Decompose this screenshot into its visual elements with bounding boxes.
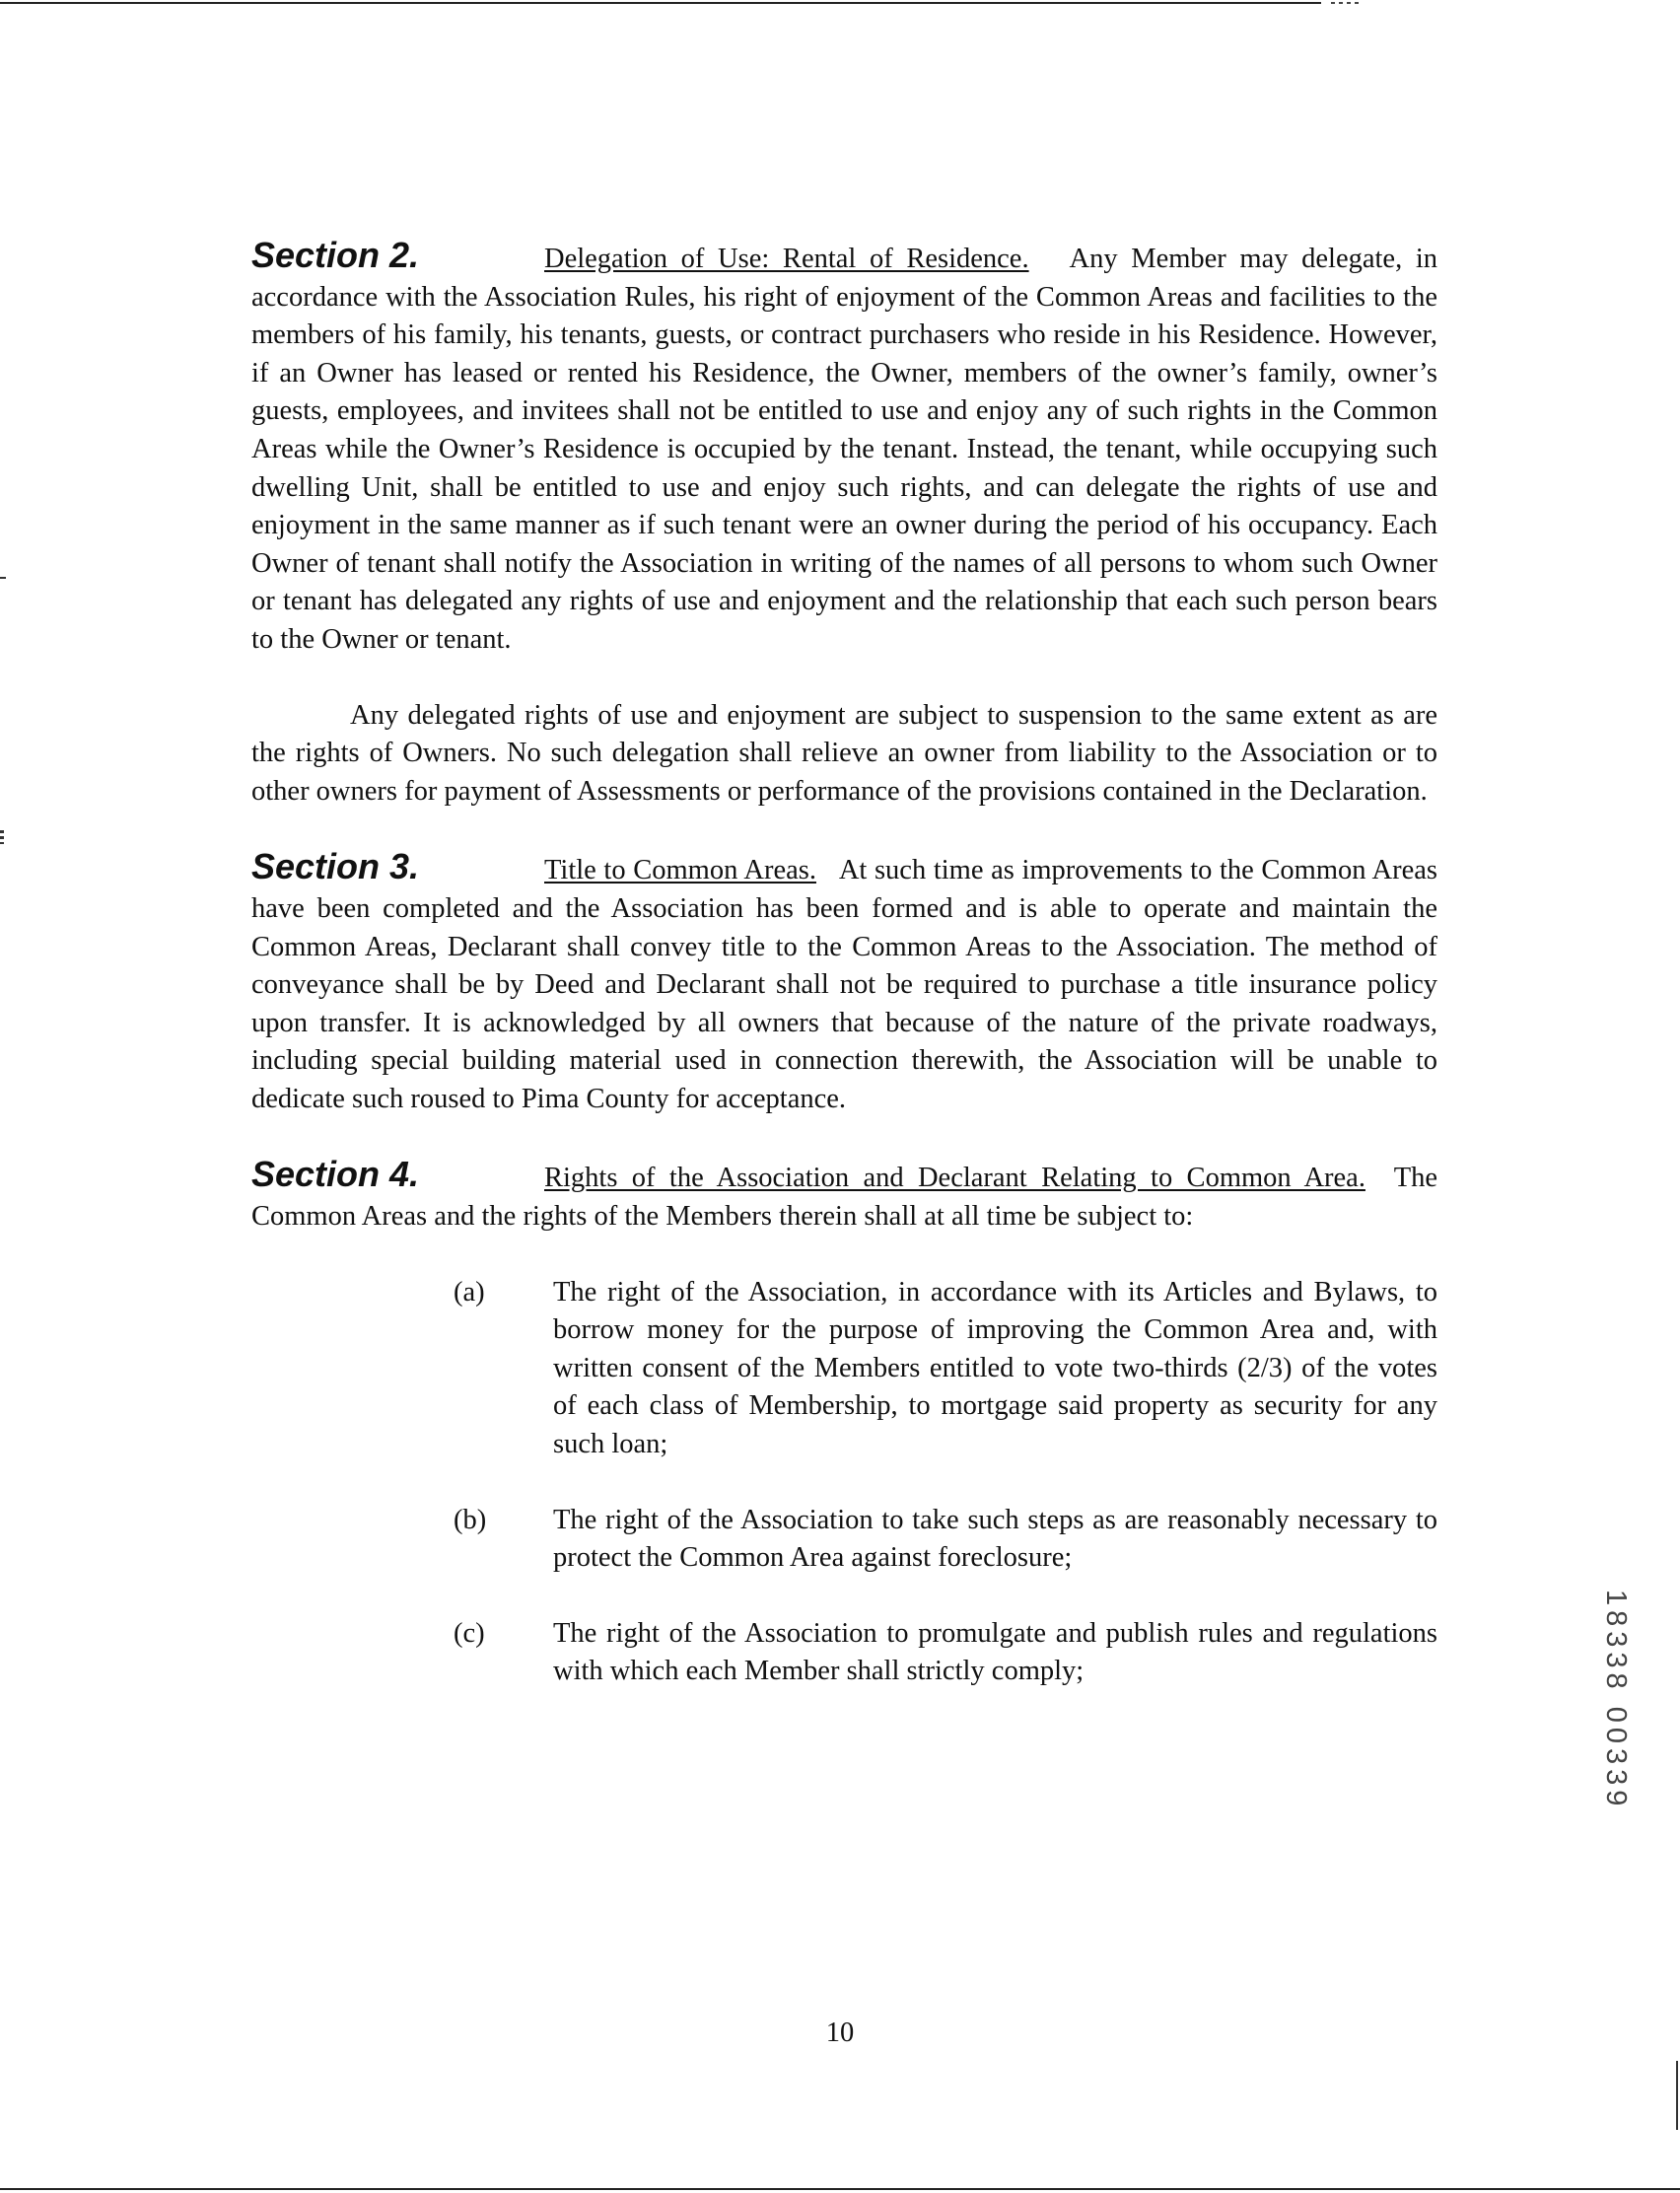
list-item-text: The right of the Association to take such steps as are reasonably necessary to protect the Common Area against foreclosure;: [553, 1504, 1437, 1574]
section-4-heading: Section 4.: [251, 1154, 420, 1195]
section-2-body: Any Member may delegate, in accordance with the Association Rules, his right of enjoyment of the Common Areas and facilities to the members of his family, his tenants, guests, or contract purchasers who reside in his Residence. However, if an Owner has leased or rented his Residence, the Owner, members of the owner’s family, owner’s guests, employees, and invitees shall not be entitled to use and enjoy any of such rights in the Common Areas while the Owner’s Residence is occupied by the tenant. Instead, the tenant, while occupying such dwelling Unit, shall be entitled to use and enjoy such rights, and can delegate the rights of use and enjoyment in the same manner as if such tenant were an owner during the period of his occupancy. Each Owner of tenant shall notify the Association in writing of the names of all persons to whom such Owner or tenant has delegated any rights of use and enjoyment and the relationship that each such person bears to the Owner or tenant.: [251, 244, 1437, 655]
scan-mark-left-dots: [0, 830, 4, 844]
section-3-paragraph: [251, 848, 1437, 1118]
section-3-heading: Section 3.: [251, 846, 420, 887]
section-3-title: Title to Common Areas.: [544, 855, 816, 886]
list-item-label: (b): [454, 1504, 487, 1535]
section-2-title: Delegation of Use: Rental of Residence.: [544, 244, 1029, 274]
section-2-continued-paragraph: [251, 697, 1437, 812]
section-4-list: [251, 1274, 1437, 1691]
list-item: [251, 1615, 1437, 1691]
scan-edge-right: [1676, 2061, 1678, 2130]
section-4-body: The Common Areas and the rights of the Members therein shall at all time be subject to:: [251, 1163, 1437, 1233]
list-item: [251, 1274, 1437, 1464]
list-item-label: (a): [454, 1276, 485, 1308]
page-number: 10: [825, 2017, 855, 2048]
document-page: [251, 237, 1437, 1729]
scan-edge-bottom: [0, 2188, 1680, 2190]
list-item: [251, 1502, 1437, 1578]
section-2-paragraph: [251, 237, 1437, 660]
list-item-label: (c): [454, 1617, 485, 1649]
section-2-continued-text: Any delegated rights of use and enjoyment are subject to suspension to the same extent as are the rights of Owners. No such delegation shall relieve an owner from liability to the Association or to other owners for payment of Assessments or performance of the provisions contained in the Declaration.: [251, 699, 1437, 807]
scan-mark-left: [0, 577, 6, 579]
scan-edge-top-dots: [1331, 2, 1359, 4]
scan-edge-top: [0, 2, 1321, 4]
margin-recording-number: 18338 00339: [1600, 1590, 1632, 1811]
margin-recording-stamp: [1602, 1590, 1642, 1856]
section-2-heading: Section 2.: [251, 235, 420, 275]
section-3-body: At such time as improvements to the Common Areas have been completed and the Association has been formed and is able to operate and maintain the Common Areas, Declarant shall convey title to the Common Areas to the Association. The method of conveyance shall be by Deed and Declarant shall not be required to purchase a title insurance policy upon transfer. It is acknowledged by all owners that because of the nature of the private roadways, including special building material used in connection therewith, the Association will be unable to dedicate such roused to Pima County for acceptance.: [251, 855, 1437, 1114]
list-item-text: The right of the Association, in accordance with its Articles and Bylaws, to borrow money for the purpose of improving the Common Area and, with written consent of the Members entitled to vote two-thirds (2/3) of the votes of each class of Membership, to mortgage said property as security for any such loan;: [553, 1276, 1437, 1460]
list-item-text: The right of the Association to promulgate and publish rules and regulations with which each Member shall strictly comply;: [553, 1617, 1437, 1687]
section-4-title: Rights of the Association and Declarant Relating to Common Area.: [544, 1163, 1365, 1194]
section-4-paragraph: [251, 1156, 1437, 1236]
